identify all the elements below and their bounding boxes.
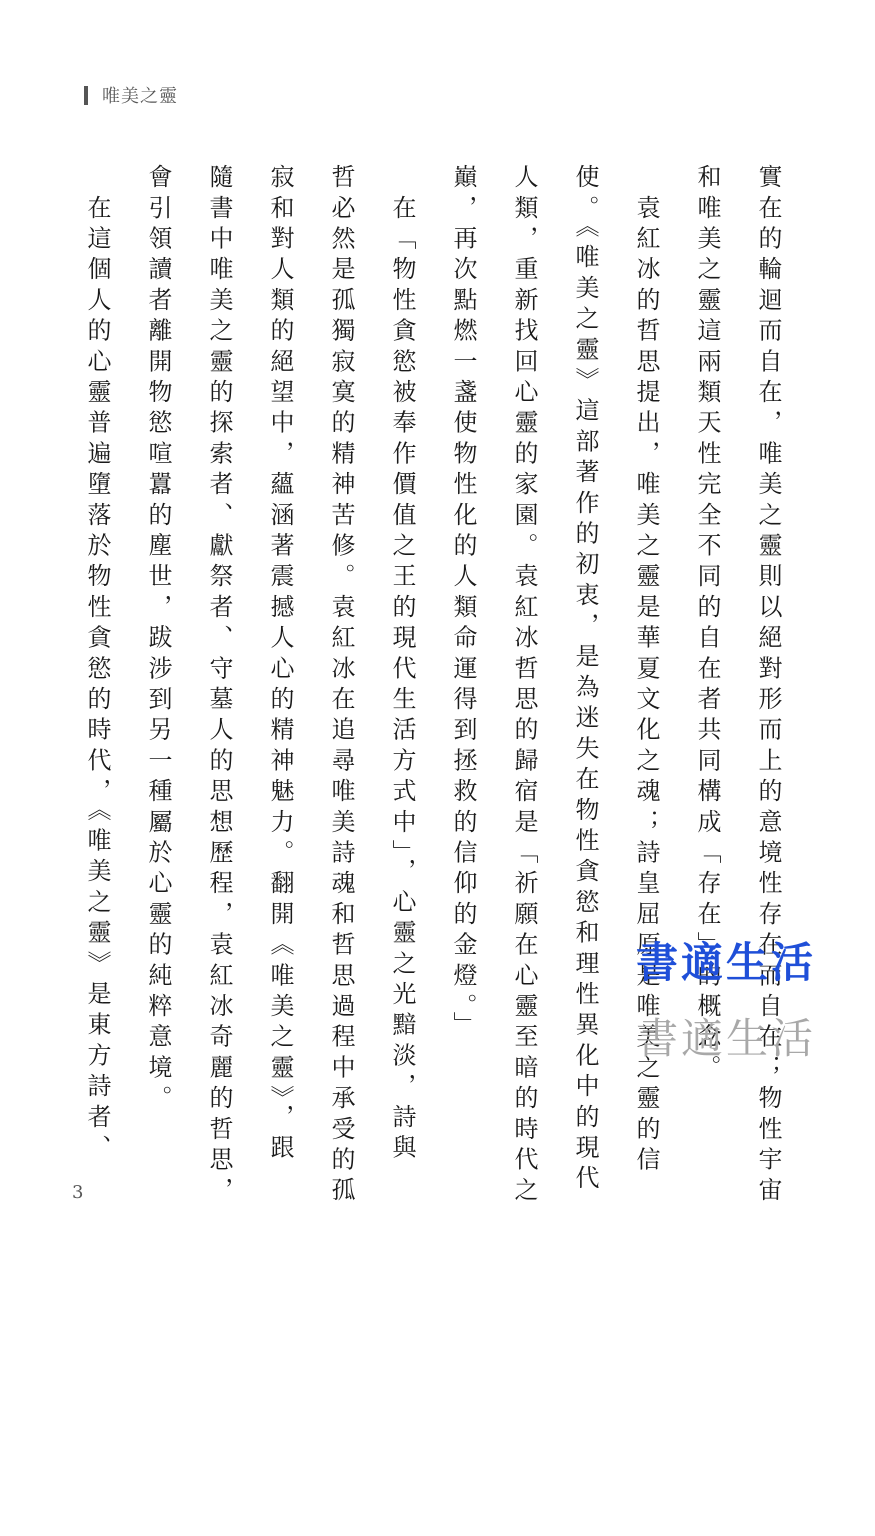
text-column: 隨書中唯美之靈的探索者、獻祭者、守墓人的思想歷程，袁紅冰奇麗的哲思， [205,164,233,1208]
text-column: 寂和對人類的絕望中，蘊涵著震撼人心的精神魅力。翻開《唯美之靈》，跟 [266,164,294,1166]
text-column: 實在的輪迴而自在，唯美之靈則以絕對形而上的意境性存在而自在；物性宇宙 [754,164,782,1208]
text-column: 和唯美之靈這兩類天性完全不同的自在者共同構成「存在」的概念。 [693,164,721,1085]
text-column: 會引領讀者離開物慾喧囂的塵世，跋涉到另一種屬於心靈的純粹意境。 [144,164,172,1116]
running-header [84,84,178,106]
text-column: 袁紅冰的哲思提出，唯美之靈是華夏文化之魂；詩皇屈原是唯美之靈的信 [632,164,660,1178]
text-column: 巔，再次點燃一盞使物性化的人類命運得到拯救的信仰的金燈。」 [449,164,477,1043]
text-column: 哲必然是孤獨寂寞的精神苦修。袁紅冰在追尋唯美詩魂和哲思過程中承受的孤 [327,164,355,1208]
page-number: 3 [72,1182,84,1203]
text-column: 使。《唯美之靈》這部著作的初衷，是為迷失在物性貪慾和理性異化中的現代 [571,164,599,1196]
text-column: 在「物性貪慾被奉作價值之王的現代生活方式中」，心靈之光黯淡，詩與 [388,164,416,1166]
running-title: 唯美之靈 [102,86,178,107]
text-column: 人類，重新找回心靈的家園。袁紅冰哲思的歸宿是「祈願在心靈至暗的時代之 [510,164,538,1208]
text-column: 在這個人的心靈普遍墮落於物性貪慾的時代，《唯美之靈》是東方詩者、 [83,164,111,1166]
vertical-text-body [0,164,780,1536]
watermark-gray: 書適生活 [636,1014,817,1063]
header-bar-marker [84,86,88,105]
watermark-blue: 書適生活 [636,938,817,987]
